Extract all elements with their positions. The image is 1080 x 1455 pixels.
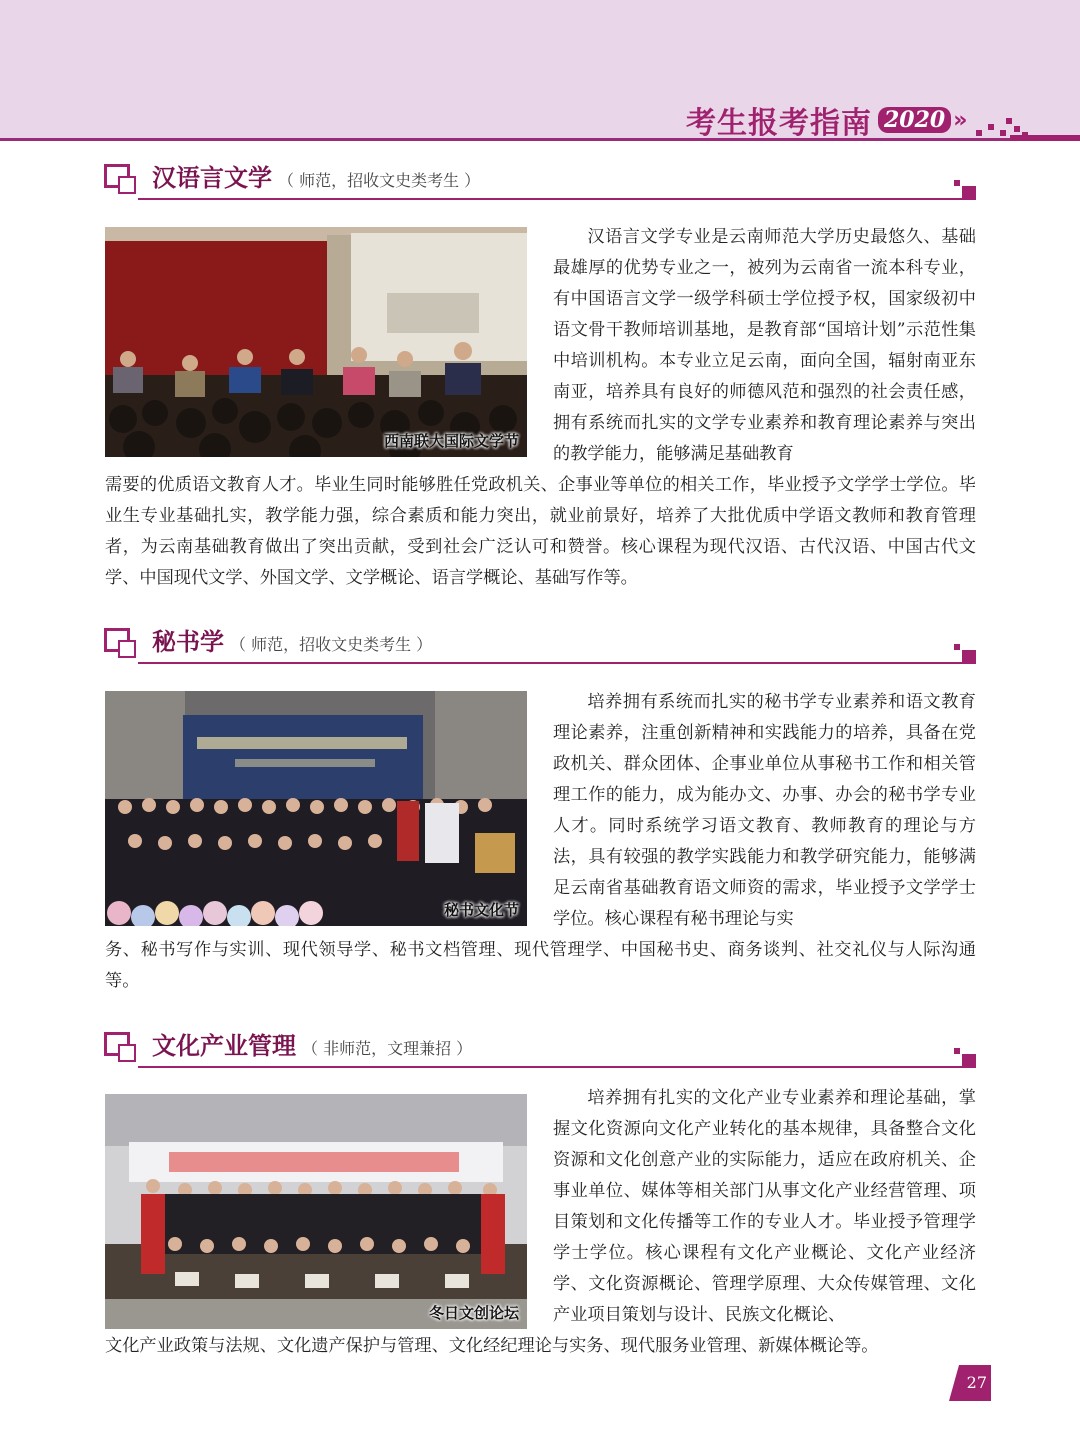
guide-title: 考生报考指南 (686, 106, 872, 141)
photo-caption: 冬日文创论坛 (428, 1304, 519, 1322)
pixel-mark-icon (954, 180, 976, 200)
photo-literature-festival (105, 227, 527, 457)
section-title: 文化产业管理 （ 非师范，文理兼招 ） (152, 1032, 473, 1060)
photo-caption: 秘书文化节 (443, 901, 519, 919)
section-title: 秘书学 （ 师范，招收文史类考生 ） (152, 628, 433, 656)
section-square-icon (104, 628, 138, 658)
chevrons-icon: » (953, 107, 968, 133)
section-text-side: 培养拥有系统而扎实的秘书学专业素养和语文教育理论素养，注重创新精神和实践能力的培养，具备在党政机关、群众团体、企事业单位从事秘书工作和相关管理工作的能力，成为能办文、办事、办会的秘书学专业人才。同时系统学习语文教育、教师教育的理论与方法，具有较强的教学实践能力和教学研究能力，能够满足云南省基础教育语文师资的需求，毕业授予文学学士学位。核心课程有秘书理论与实 (553, 692, 976, 929)
page-number-tab (949, 1365, 991, 1401)
section-square-icon (104, 164, 138, 194)
section-subtitle: （ 非师范，文理兼招 ） (302, 1039, 473, 1058)
photo-caption: 西南联大国际文学节 (383, 432, 519, 450)
section-square-icon (104, 1032, 138, 1062)
section-rule (138, 662, 976, 664)
section-heading-chinese-literature (104, 160, 976, 200)
section-text-side: 汉语言文学专业是云南师范大学历史最悠久、基础最雄厚的优势专业之一，被列为云南省一流本科专业，有中国语言文学一级学科硕士学位授予权，国家级初中语文骨干教师培训基地，是教育部“国培计划”示范性集中培训机构。本专业立足云南，面向全国，辐射南亚东南亚，培养具有良好的师德风范和强烈的社会责任感，拥有系统而扎实的文学专业素养和教育理论素养与突出的教学能力，能够满足基础教育 (553, 227, 976, 464)
section-text-full: 文化产业政策与法规、文化遗产保护与管理、文化经纪理论与实务、现代服务业管理、新媒体概论等。 (105, 1336, 879, 1356)
pixel-mark-icon (954, 1048, 976, 1068)
section-subtitle: （ 师范，招收文史类考生 ） (230, 635, 433, 654)
section-text-side: 培养拥有扎实的文化产业专业素养和理论基础，掌握文化资源向文化产业转化的基本规律，具备整合文化资源和文化创意产业的实际能力，适应在政府机关、企事业单位、媒体等相关部门从事文化产业经营管理、项目策划和文化传播等工作的专业人才。毕业授予管理学学士学位。核心课程有文化产业概论、文化产业经济学、文化资源概论、管理学原理、大众传媒管理、文化产业项目策划与设计、民族文化概论、 (553, 1088, 976, 1325)
section-text-full: 需要的优质语文教育人才。毕业生同时能够胜任党政机关、企事业等单位的相关工作，毕业授予文学学士学位。毕业生专业基础扎实，教学能力强，综合素质和能力突出，就业前景好，培养了大批优质中学语文教师和教育管理者，为云南基础教育做出了突出贡献，受到社会广泛认可和赞誉。核心课程为现代汉语、古代汉语、中国古代文学、中国现代文学、外国文学、文学概论、语言学概论、基础写作等。 (105, 475, 976, 588)
section-rule (138, 198, 976, 200)
photo-secretary-culture-festival (105, 691, 527, 926)
photo-winter-forum (105, 1094, 527, 1329)
section-rule (138, 1066, 976, 1068)
section-text-full: 务、秘书写作与实训、现代领导学、秘书文档管理、现代管理学、中国秘书史、商务谈判、社交礼仪与人际沟通等。 (105, 940, 976, 991)
guide-brand (686, 98, 967, 142)
section-subtitle: （ 师范，招收文史类考生 ） (278, 171, 481, 190)
page-number: 27 (966, 1373, 987, 1392)
section-heading-cultural-industry (104, 1028, 976, 1068)
pixel-mark-icon (954, 644, 976, 664)
section-heading-secretarial (104, 624, 976, 664)
guide-year: 2020 (878, 107, 951, 133)
section-title: 汉语言文学 （ 师范，招收文史类考生 ） (152, 164, 481, 192)
header-accent-bar (1010, 135, 1080, 141)
